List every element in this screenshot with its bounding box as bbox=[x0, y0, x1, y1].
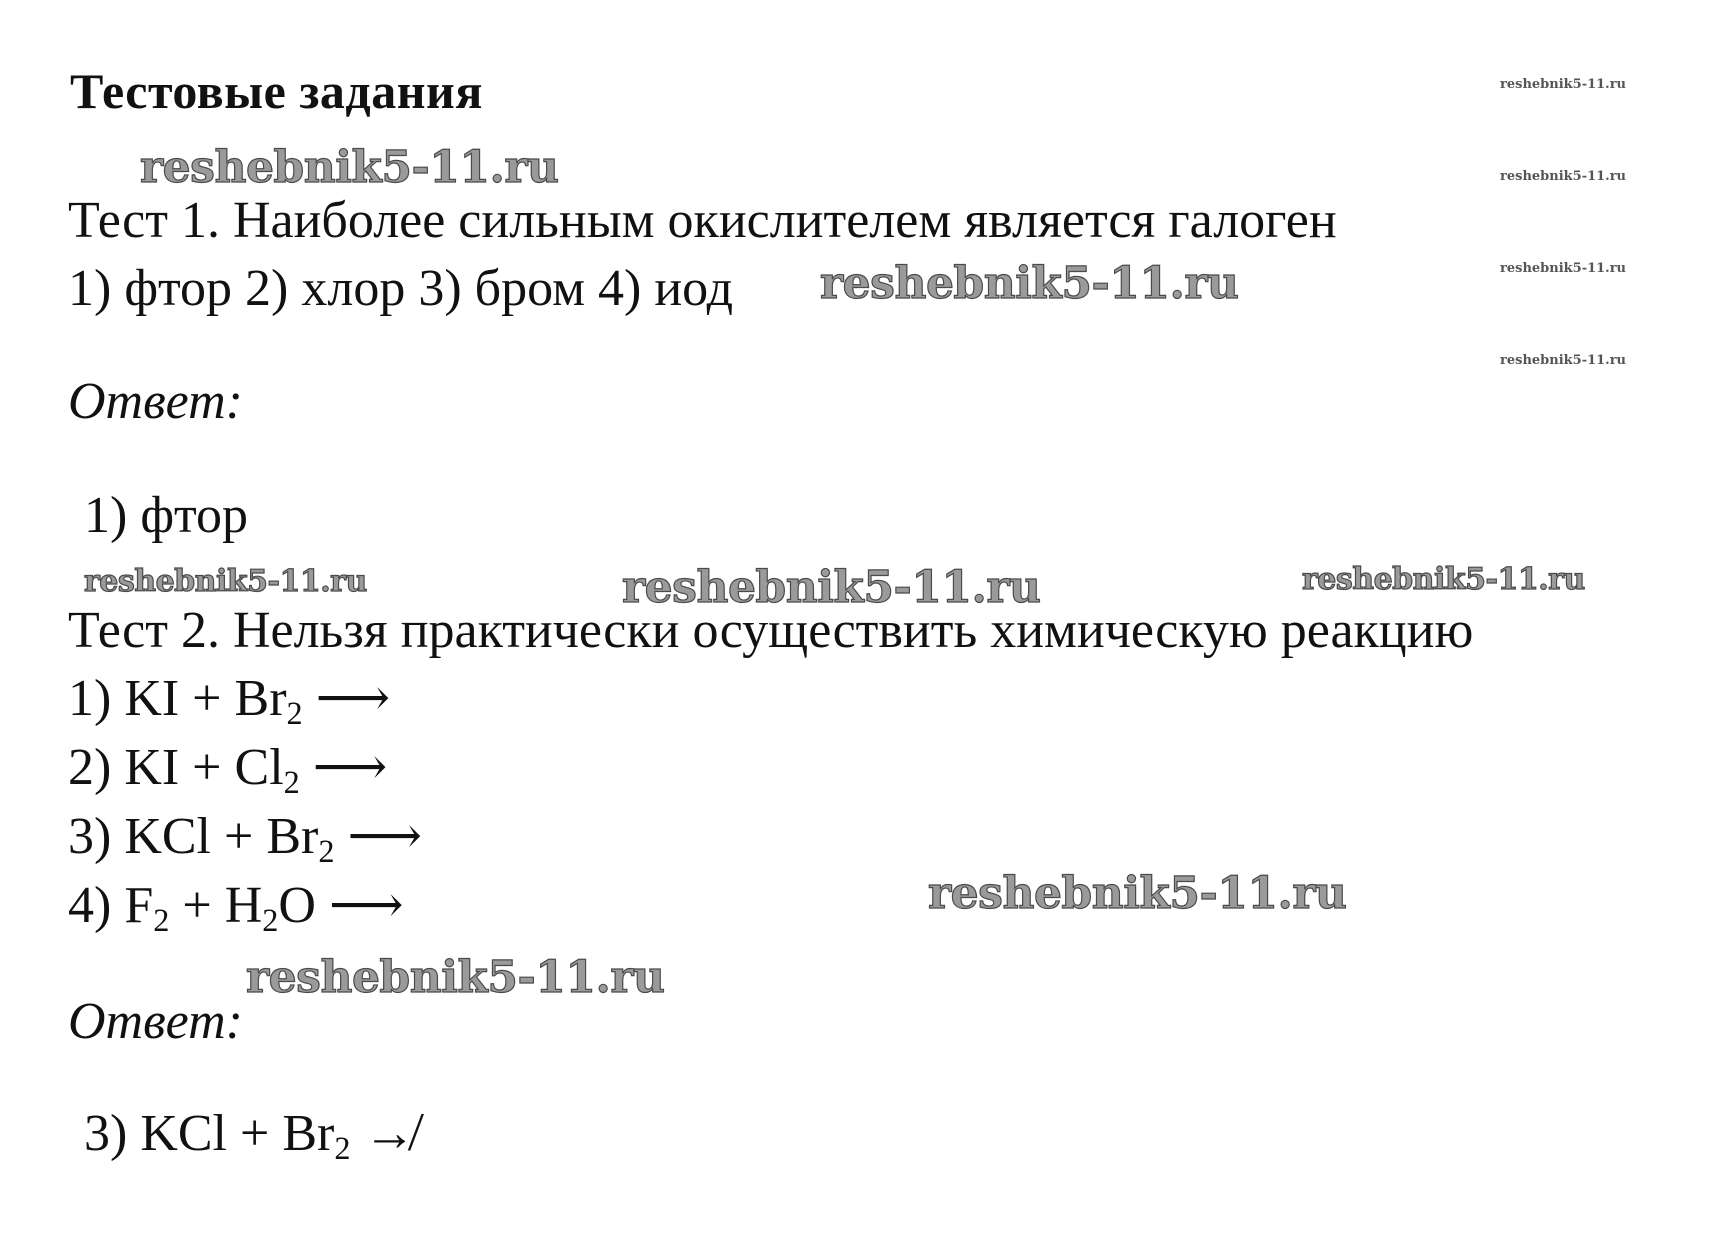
watermark: reshebnik5-11.ru bbox=[140, 142, 559, 193]
test1-question: Тест 1. Наиболее сильным окислителем является галоген bbox=[68, 192, 1337, 249]
test2-option: 1) KI + $Br_2$ ⟶ bbox=[68, 670, 391, 732]
test1-answer-label: Ответ: bbox=[68, 373, 243, 430]
watermark: reshebnik5-11.ru bbox=[622, 562, 1041, 613]
watermark: reshebnik5-11.ru bbox=[1500, 77, 1627, 92]
watermark: reshebnik5-11.ru bbox=[1500, 169, 1627, 184]
watermark: reshebnik5-11.ru bbox=[928, 868, 1347, 919]
test1-answer: 1) фтор bbox=[84, 487, 249, 544]
watermark: reshebnik5-11.ru bbox=[820, 258, 1239, 309]
test2-option: 4) $F_2 + H_2O$ ⟶ bbox=[68, 877, 404, 939]
watermark: reshebnik5-11.ru bbox=[246, 952, 665, 1003]
test2-answer: 3) KCl + $Br_2$ ↛ bbox=[84, 1105, 416, 1167]
test2-option: 2) KI + $Cl_2$ ⟶ bbox=[68, 739, 388, 801]
watermark: reshebnik5-11.ru bbox=[1302, 562, 1585, 597]
page-title: Тестовые задания bbox=[70, 63, 483, 119]
test2-option: 3) KCl + $Br_2$ ⟶ bbox=[68, 808, 422, 870]
watermark: reshebnik5-11.ru bbox=[84, 564, 367, 599]
test2-answer-label: Ответ: bbox=[68, 993, 243, 1050]
test2-question: Тест 2. Нельзя практически осуществить химическую реакцию bbox=[68, 602, 1474, 659]
watermark: reshebnik5-11.ru bbox=[1500, 353, 1627, 368]
watermark: reshebnik5-11.ru bbox=[1500, 261, 1627, 276]
test1-options: 1) фтор 2) хлор 3) бром 4) иод bbox=[68, 260, 734, 317]
